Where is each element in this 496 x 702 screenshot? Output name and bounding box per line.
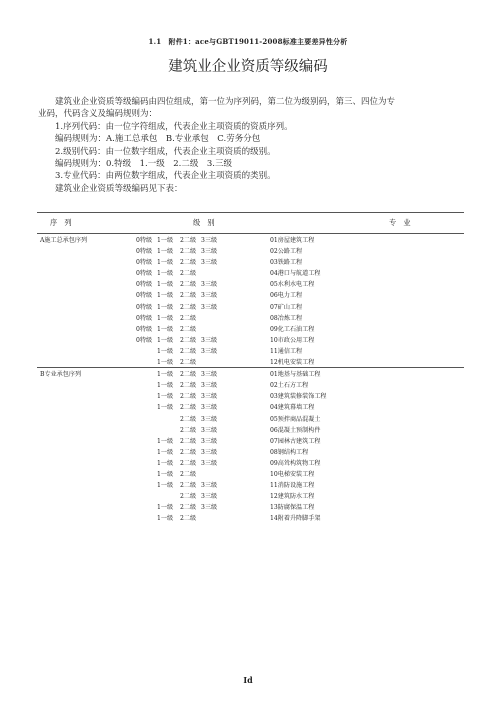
table-row bbox=[37, 267, 464, 278]
major-cell: 05水利水电工程 bbox=[270, 281, 315, 289]
major-cell: 13防腐保温工程 bbox=[270, 504, 315, 512]
grade-cell: 1一级 bbox=[157, 248, 174, 256]
grade-cell: 3三级 bbox=[201, 303, 218, 311]
grade-cell: 2二级 bbox=[180, 437, 197, 445]
major-cell: 09高耸构筑物工程 bbox=[270, 459, 321, 467]
major-cell: 06混凝土预制构件 bbox=[270, 426, 321, 434]
major-cell: 07园林古建筑工程 bbox=[270, 437, 321, 445]
grade-cell: 2二级 bbox=[180, 504, 197, 512]
major-cell: 04港口与航道工程 bbox=[270, 270, 321, 278]
grade-cell: 3三级 bbox=[201, 415, 218, 423]
grade-cell: 0特级 bbox=[136, 248, 153, 256]
major-cell: 01房屋建筑工程 bbox=[270, 237, 315, 244]
grade-cell: 1一级 bbox=[157, 459, 174, 467]
table-row bbox=[37, 424, 464, 435]
grade-cell: 3三级 bbox=[201, 382, 218, 390]
grade-cell: 0特级 bbox=[136, 281, 153, 289]
grade-cell: 2二级 bbox=[180, 448, 197, 456]
table-row bbox=[37, 468, 464, 479]
table-row bbox=[37, 356, 464, 367]
grade-cell: 1一级 bbox=[157, 259, 174, 267]
major-cell: 02土石方工程 bbox=[270, 382, 309, 390]
grade-cell: 2二级 bbox=[180, 482, 197, 490]
grade-cell: 2二级 bbox=[180, 237, 197, 244]
grade-cell: 2二级 bbox=[180, 404, 197, 412]
intro-line: 3.专业代码：由两位数字组成，代表企业主项资质的类别。 bbox=[55, 171, 276, 182]
major-cell: 06电力工程 bbox=[270, 292, 303, 300]
page-header: 1.1 附件1：ace与GBT19011-2008标准主要差异性分析 bbox=[148, 37, 348, 46]
grade-cell: 1一级 bbox=[157, 325, 174, 333]
grade-cell: 3三级 bbox=[201, 448, 218, 456]
grade-cell: 0特级 bbox=[136, 314, 153, 322]
intro-line: 业码，代码含义及编码规则为： bbox=[38, 109, 158, 120]
major-cell: 02公路工程 bbox=[270, 248, 303, 256]
major-cell: 10市政公用工程 bbox=[270, 336, 315, 344]
major-cell: 11通信工程 bbox=[270, 347, 303, 355]
grade-cell: 0特级 bbox=[136, 325, 153, 333]
grade-cell: 0特级 bbox=[136, 237, 153, 244]
grade-cell: 3三级 bbox=[201, 493, 218, 501]
intro-paragraph bbox=[38, 96, 478, 195]
grade-cell: 1一级 bbox=[157, 237, 174, 244]
table-row bbox=[37, 379, 464, 390]
grade-cell: 2二级 bbox=[180, 325, 197, 333]
header-grade: 级 别 bbox=[193, 218, 215, 227]
grade-cell: 1一级 bbox=[157, 382, 174, 390]
table-row bbox=[37, 413, 464, 424]
grade-cell: 3三级 bbox=[201, 371, 218, 379]
table-body bbox=[37, 234, 464, 523]
page-title: 建筑业企业资质等级编码 bbox=[168, 59, 328, 75]
grade-cell: 0特级 bbox=[136, 270, 153, 278]
table-row bbox=[37, 367, 464, 379]
grade-cell: 2二级 bbox=[180, 292, 197, 300]
grade-cell: 2二级 bbox=[180, 371, 197, 379]
grade-cell: 1一级 bbox=[157, 504, 174, 512]
grade-cell: 2二级 bbox=[180, 459, 197, 467]
table-row bbox=[37, 345, 464, 356]
major-cell: 01地基与基础工程 bbox=[270, 371, 321, 379]
series-cell: A施工总承包序列 bbox=[40, 237, 88, 244]
major-cell: 07矿山工程 bbox=[270, 303, 303, 311]
grade-cell: 0特级 bbox=[136, 292, 153, 300]
table-row bbox=[37, 323, 464, 334]
table-row bbox=[37, 479, 464, 490]
intro-line: 编码规则为：0.特级 1.一级 2.二级 3.三级 bbox=[55, 159, 232, 170]
grade-cell: 1一级 bbox=[157, 482, 174, 490]
intro-line: 建筑业企业资质等级编码由四位组成，第一位为序列码，第二位为级别码，第三、四位为专 bbox=[55, 97, 396, 107]
header-series: 序 列 bbox=[50, 218, 72, 227]
major-cell: 12建筑防水工程 bbox=[270, 493, 315, 501]
grade-cell: 2二级 bbox=[180, 515, 197, 523]
table-header bbox=[37, 212, 464, 234]
major-cell: 14附着升降脚手架 bbox=[270, 515, 321, 523]
grade-cell: 2二级 bbox=[180, 347, 197, 355]
grade-cell: 2二级 bbox=[180, 359, 197, 367]
series-cell: B专业承包序列 bbox=[40, 371, 82, 379]
grade-cell: 2二级 bbox=[180, 393, 197, 401]
intro-line: 建筑业企业资质等级编码见下表： bbox=[55, 183, 183, 194]
grade-cell: 1一级 bbox=[157, 347, 174, 355]
page-number: Id bbox=[243, 675, 253, 685]
major-cell: 05预拌商品混凝土 bbox=[270, 415, 321, 423]
major-cell: 04建筑幕墙工程 bbox=[270, 404, 315, 412]
grade-cell: 1一级 bbox=[157, 371, 174, 379]
grade-cell: 2二级 bbox=[180, 426, 197, 434]
grade-cell: 1一级 bbox=[157, 314, 174, 322]
table-row bbox=[37, 234, 464, 245]
table-row bbox=[37, 390, 464, 401]
grade-cell: 3三级 bbox=[201, 404, 218, 412]
grade-cell: 3三级 bbox=[201, 237, 218, 244]
header-major: 专 业 bbox=[389, 218, 411, 227]
major-cell: 03铁路工程 bbox=[270, 259, 303, 267]
grade-cell: 2二级 bbox=[180, 415, 197, 423]
major-cell: 08钢结构工程 bbox=[270, 448, 309, 456]
table-row bbox=[37, 446, 464, 457]
grade-cell: 3三级 bbox=[201, 459, 218, 467]
grade-cell: 2二级 bbox=[180, 248, 197, 256]
grade-cell: 1一级 bbox=[157, 270, 174, 278]
table-row bbox=[37, 301, 464, 312]
grade-cell: 0特级 bbox=[136, 303, 153, 311]
grade-cell: 1一级 bbox=[157, 393, 174, 401]
intro-line: 1.序列代码：由一位字符组成，代表企业主项资质的资质序列。 bbox=[55, 121, 293, 132]
intro-line: 编码规则为：A.施工总承包 B.专业承包 C.劳务分包 bbox=[55, 134, 261, 145]
grade-cell: 3三级 bbox=[201, 393, 218, 401]
major-cell: 12机电安装工程 bbox=[270, 359, 315, 367]
grade-cell: 3三级 bbox=[201, 426, 218, 434]
grade-cell: 3三级 bbox=[201, 336, 218, 344]
table-row bbox=[37, 256, 464, 267]
qualification-table bbox=[37, 212, 464, 523]
grade-cell: 2二级 bbox=[180, 336, 197, 344]
grade-cell: 3三级 bbox=[201, 292, 218, 300]
major-cell: 09化工石油工程 bbox=[270, 325, 315, 333]
grade-cell: 0特级 bbox=[136, 336, 153, 344]
grade-cell: 1一级 bbox=[157, 448, 174, 456]
major-cell: 11消防设施工程 bbox=[270, 482, 315, 490]
grade-cell: 1一级 bbox=[157, 470, 174, 478]
grade-cell: 2二级 bbox=[180, 382, 197, 390]
grade-cell: 2二级 bbox=[180, 493, 197, 501]
major-cell: 10电梯安装工程 bbox=[270, 470, 315, 478]
grade-cell: 3三级 bbox=[201, 347, 218, 355]
table-row bbox=[37, 278, 464, 289]
grade-cell: 2二级 bbox=[180, 259, 197, 267]
table-row bbox=[37, 334, 464, 345]
table-row bbox=[37, 401, 464, 412]
grade-cell: 2二级 bbox=[180, 470, 197, 478]
grade-cell: 1一级 bbox=[157, 303, 174, 311]
table-row bbox=[37, 501, 464, 512]
table-row bbox=[37, 512, 464, 523]
grade-cell: 2二级 bbox=[180, 281, 197, 289]
grade-cell: 1一级 bbox=[157, 336, 174, 344]
grade-cell: 2二级 bbox=[180, 314, 197, 322]
grade-cell: 3三级 bbox=[201, 437, 218, 445]
table-row bbox=[37, 490, 464, 501]
grade-cell: 1一级 bbox=[157, 404, 174, 412]
grade-cell: 1一级 bbox=[157, 515, 174, 523]
grade-cell: 3三级 bbox=[201, 259, 218, 267]
grade-cell: 1一级 bbox=[157, 281, 174, 289]
grade-cell: 2二级 bbox=[180, 303, 197, 311]
grade-cell: 3三级 bbox=[201, 248, 218, 256]
grade-cell: 3三级 bbox=[201, 504, 218, 512]
table-row bbox=[37, 312, 464, 323]
intro-line: 2.级别代码：由一位数字组成，代表企业主项资质的级别。 bbox=[55, 146, 276, 157]
grade-cell: 1一级 bbox=[157, 292, 174, 300]
grade-cell: 3三级 bbox=[201, 281, 218, 289]
grade-cell: 3三级 bbox=[201, 482, 218, 490]
grade-cell: 2二级 bbox=[180, 270, 197, 278]
major-cell: 03建筑装修装饰工程 bbox=[270, 393, 327, 401]
table-row bbox=[37, 457, 464, 468]
grade-cell: 1一级 bbox=[157, 437, 174, 445]
major-cell: 08冶炼工程 bbox=[270, 314, 303, 322]
table-row bbox=[37, 289, 464, 300]
table-row bbox=[37, 435, 464, 446]
grade-cell: 0特级 bbox=[136, 259, 153, 267]
table-row bbox=[37, 245, 464, 256]
grade-cell: 1一级 bbox=[157, 359, 174, 367]
